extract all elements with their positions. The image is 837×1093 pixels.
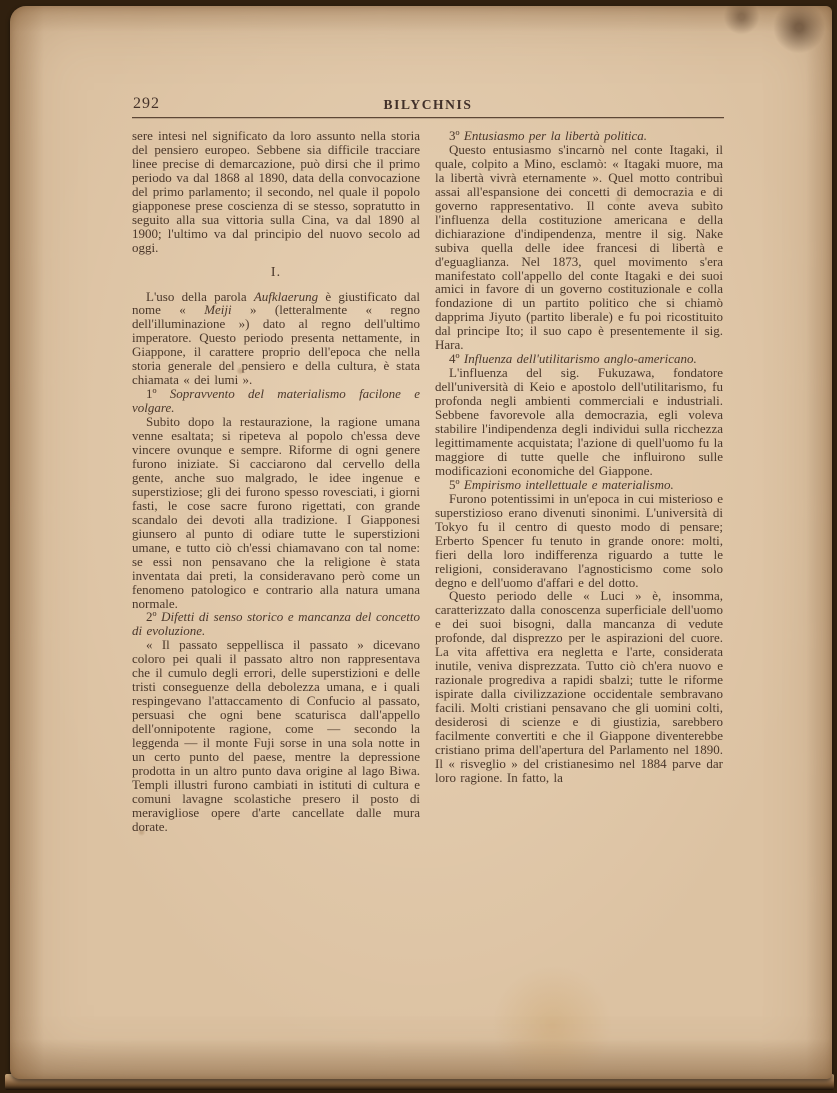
text-run: » (letteralmente « regno dell'illuminazione ») dato al regno dell'ultimo imperatore. Questo periodo presenta nettamente, in Giappone, il carattere proprio dell'epoca che nella storia generale del pensiero e della cultura, è stata chiamata « dei lumi ». — [132, 302, 420, 388]
text-run: Questo entusiasmo s'incarnò nel conte Itagaki, il quale, colpito a Mino, esclamò: « Itagaki muore, ma la libertà vivrà eternamente ». Quel motto contribuì assai all'espansione dei concetti di democrazia e di governo rappresentativo. Il conte aveva subìto l'influenza della costituzione americana e della dichiarazione d'indipendenza, mentre il sig. Nake subiva quella delle idee francesi di libertà e d'eguaglianza. Nel 1873, quel movimento s'era manifestato coll'appello del conte Itagaki e dei suoi amici in favore di un governo costituzionale e colla fondazione di un partito politico che si chiamò dapprima Jiyuto (partito liberale) e fu poi ricostituito dal principe Ito; il suo capo è presentemente il sig. Hara. — [435, 141, 723, 353]
text-columns — [132, 129, 724, 834]
text-run: Furono potentissimi in un'epoca in cui misterioso e superstizioso erano divenuti sinonimi. L'università di Tokyo fu il centro di questo modo di pensare; Erberto Spencer fu tenuto in grande onore: molti, fieri della loro indifferenza riguardo a tutte le religioni, consideravano l'agnosticismo come solo degno e dell'uomo d'affari e del dotto. — [435, 490, 723, 590]
text-run: L'influenza del sig. Fukuzawa, fondatore dell'università di Keio e apostolo dell'utilitarismo, fu profonda negli ambienti commerciali e industriali. Sebbene favorevole alla democrazia, egli voleva stabilire l'indipendenza degli individui sulla ricchezza legittimamente acquistata; l'azione di quell'uomo fu la maggiore di tutte quelle che influirono sulle modificazioni economiche del Giappone. — [435, 365, 723, 478]
text-run: L'uso della parola — [146, 288, 254, 304]
text-paragraph — [435, 143, 723, 352]
italic-text-run: Entusiasmo per la libertà politica. — [463, 128, 648, 143]
text-run: 2º — [146, 609, 162, 625]
header-rule — [132, 117, 724, 118]
italic-text-run: Influenza dell'utilitarismo anglo-americano. — [463, 351, 697, 367]
italic-text-run: Meiji — [204, 302, 232, 318]
text-run: Subito dopo la restaurazione, la ragione umana venne esaltata; si ripeteva al popolo ch'essa deve vincere ovunque e sempre. Riforme di ogni genere furono iniziate. Si cacciarono dal cervello della gente, anche suo malgrado, le idee ingenue e superstiziose; gli dei furono spesso rovesciati, i giorni fasti, le cose sacre furono rigettati, con grande scandalo dei devoti alla tradizione. I Giapponesi giunsero al punto di odiare tutte le superstizioni umane, e tutto ciò ch'essi chiamavano con tal nome: se essi non pensavano che la religione è stata inventata dai preti, la consideravano però come un fenomeno patologico e contrario alla natura umana normale. — [132, 414, 420, 611]
journal-title: BILYCHNIS — [383, 97, 473, 112]
scanned-page — [10, 6, 832, 1079]
subsection-heading-paragraph — [435, 129, 723, 143]
right-column — [435, 129, 723, 834]
subsection-heading-paragraph — [435, 352, 723, 366]
subsection-heading-paragraph — [435, 478, 723, 492]
section-heading — [132, 266, 420, 280]
text-paragraph — [435, 589, 723, 784]
text-run: è giustificato dal nome « — [132, 288, 420, 318]
text-paragraph — [132, 415, 420, 610]
subsection-heading-paragraph — [132, 610, 420, 638]
text-paragraph — [435, 492, 723, 590]
left-column — [132, 129, 420, 834]
text-run: 3º — [449, 128, 464, 143]
italic-text-run: Empirismo intellettuale e materialismo. — [463, 476, 674, 492]
italic-text-run: Aufklaerung — [253, 288, 319, 304]
text-run: « Il passato seppellisca il passato » dicevano coloro pei quali il passato altro non rappresentava che il cumulo degli errori, delle superstizioni e delle tristi conseguenze della debolezza umana, e i quali respingevano l'attaccamento di Confucio al passato, persuasi che ogni bene scaturisca dall'appello dell'onnipotente ragione, come — secondo la leggenda — il monte Fuji sorse in una sola notte in un certo punto del paese, mentre la depressione prodotta in un altro punto dava origine al lago Biwa. Templi illustri furono cambiati in istituti di cultura e comuni lavagne scolastiche presero il posto di meravigliose opere d'arte cancellate dalle mura dorate. — [132, 637, 420, 834]
page-content — [132, 93, 724, 834]
italic-text-run: Sopravvento del materialismo facilone e volgare. — [132, 386, 420, 416]
italic-text-run: Difetti di senso storico e mancanza del concetto di evoluzione. — [132, 609, 420, 639]
text-run: 5º — [449, 476, 464, 492]
text-run: I. — [270, 264, 282, 280]
text-run: 4º — [449, 351, 464, 367]
subsection-heading-paragraph — [132, 290, 420, 388]
text-paragraph — [132, 638, 420, 833]
text-run: sere intesi nel significato da loro assunto nella storia del pensiero europeo. Sebbene sia difficile tracciare linee precise di demarcazione, può dirsi che il primo periodo va dal 1868 al 1890, data della convocazione del primo parlamento; il secondo, nel quale il popolo giapponese prese coscienza di se stesso, sopratutto in seguito alla sua vittoria sulla Cina, va dal 1890 al 1900; l'ultimo va dal principio del nuovo secolo ad oggi. — [132, 128, 420, 255]
page-number: 292 — [133, 95, 160, 112]
subsection-heading-paragraph — [132, 387, 420, 415]
page-header — [132, 93, 724, 115]
text-paragraph — [132, 129, 420, 255]
text-run: 1º — [146, 386, 170, 402]
text-run: Questo periodo delle « Luci » è, insomma, caratterizzato dalla conoscenza superficiale dell'uomo e dei suoi bisogni, dalla mancanza di vedute profonde, dal disprezzo per le aspirazioni del cuore. La vita affettiva era negletta e l'arte, considerata inutile, veniva disprezzata. Tutto ciò ch'era nuovo e razionale progrediva a rapidi sbalzi; tutte le riforme ispirate dalla civilizzazione occidentale sembravano facili. Molti cristiani pensavano che gli uomini colti, desiderosi di scienze e di giustizia, sarebbero facilmente convertiti e che il Giappone diventerebbe cristiano prima dell'apertura del Parlamento nel 1890. Il « risveglio » del cristianesimo nel 1884 parve dar loro ragione. In fatto, la — [435, 588, 723, 785]
text-paragraph — [435, 366, 723, 478]
